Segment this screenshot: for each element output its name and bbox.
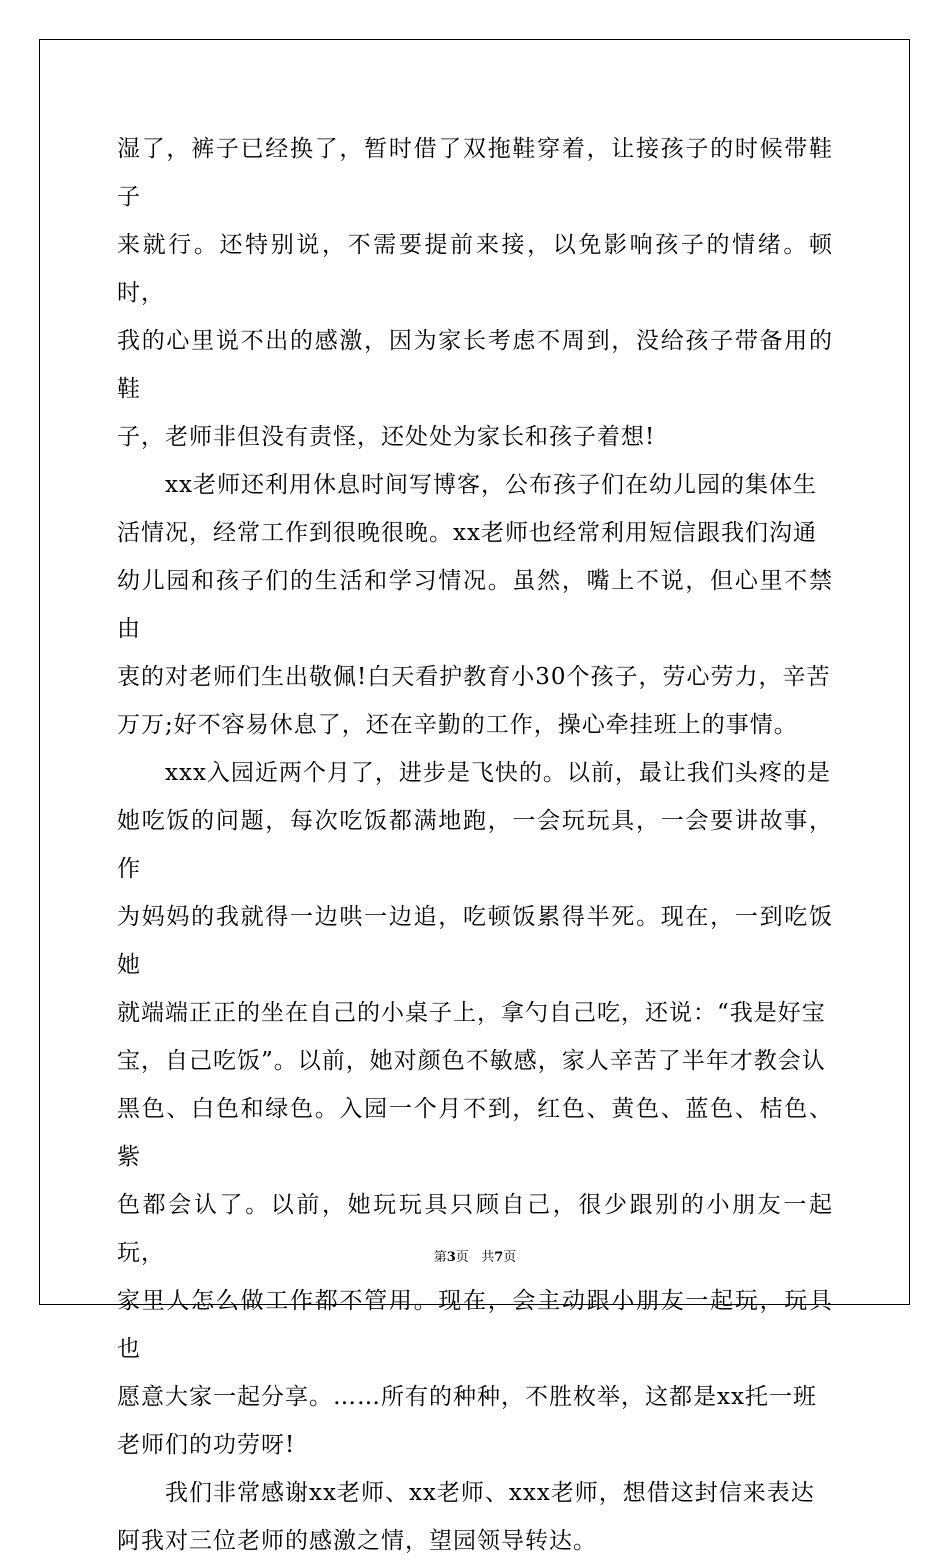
- page-prefix: 第: [433, 1250, 447, 1265]
- page-unit: 页: [455, 1250, 469, 1265]
- total-prefix: 共: [481, 1250, 495, 1265]
- paragraph-3: xxx入园近两个月了，进步是飞快的。以前，最让我们头疼的是 她吃饭的问题，每次吃饭都满地跑，一会玩玩具，一会要讲故事，作 为妈妈的我就得一边哄一边追，吃顿饭累得半死。现在，一到吃饭她 就端端正正的坐在自己的小桌子上，拿勺自己吃，还说：“我是好宝 宝，自己吃饭”。以前，她对颜色不敏感，家人辛苦了半年才教会认 黑色、白色和绿色。入园一个月不到，红色、黄色、蓝色、桔色、紫 色都会认了。以前，她玩玩具只顾自己，很少跟别的小朋友一起玩， 家里人怎么做工作都不管用。现在，会主动跟小朋友一起玩，玩具也 愿意大家一起分享。……所有的种种，不胜枚举，这都是xx托一班 老师们的功劳呀!: [117, 760, 833, 1458]
- paragraph-1: 湿了，裤子已经换了，暂时借了双拖鞋穿着，让接孩子的时候带鞋子 来就行。还特别说，不需要提前来接，以免影响孩子的情绪。顿时， 我的心里说不出的感激，因为家长考虑不周到，没给孩子带备用的鞋 子，老师非但没有责怪，还处处为家长和孩子着想!: [117, 136, 833, 450]
- total-page-number: 7: [494, 1250, 504, 1265]
- total-unit: 页: [503, 1250, 517, 1265]
- page-footer: [0, 1250, 950, 1266]
- current-page-number: 3: [446, 1250, 456, 1265]
- paragraph-2: xx老师还利用休息时间写博客，公布孩子们在幼儿园的集体生 活情况，经常工作到很晚很晚。xx老师也经常利用短信跟我们沟通 幼儿园和孩子们的生活和学习情况。虽然，嘴上不说，但心里不禁由 衷的对老师们生出敬佩!白天看护教育小30个孩子，劳心劳力，辛苦 万万;好不容易休息了，还在辛勤的工作，操心牵挂班上的事情。: [117, 472, 833, 738]
- paragraph-4: 我们非常感谢xx老师、xx老师、xxx老师，想借这封信来表达 阿我对三位老师的感激之情，望园领导转达。: [117, 1480, 815, 1554]
- document-body: [117, 125, 833, 1565]
